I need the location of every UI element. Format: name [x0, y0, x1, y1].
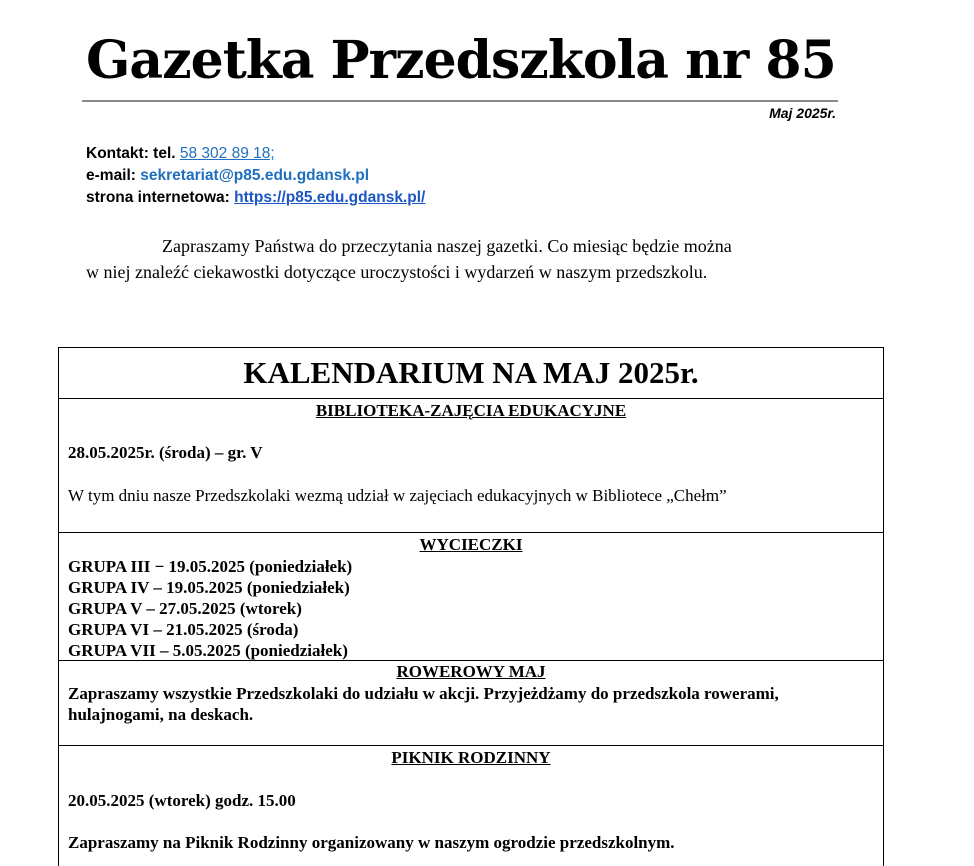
trip-item: GRUPA VI – 21.05.2025 (środa) [68, 620, 299, 639]
library-title: BIBLIOTEKA-ZAJĘCIA EDUKACYJNE [315, 401, 627, 420]
picnic-title: PIKNIK RODZINNY [391, 748, 551, 767]
trip-item: GRUPA IV – 19.05.2025 (poniedziałek) [68, 578, 350, 597]
phone-link[interactable]: 58 302 89 18; [179, 145, 275, 162]
intro-paragraph [86, 233, 806, 285]
issue-date: Maj 2025r. [769, 105, 836, 121]
trip-item: GRUPA V – 27.05.2025 (wtorek) [68, 599, 302, 618]
bike-title: ROWEROWY MAJ [396, 662, 546, 681]
intro-line-1: Zapraszamy Państwa do przeczytania naszej gazetki. Co miesiąc będzie można [162, 236, 732, 256]
email-label: e-mail: [86, 167, 136, 184]
contact-phone-row [86, 143, 425, 165]
calendar-table [58, 347, 884, 866]
contact-block [86, 143, 425, 209]
phone-label: Kontakt: tel. [86, 145, 176, 162]
contact-email-row [86, 165, 425, 187]
picnic-section [59, 746, 883, 866]
intro-line-2: w niej znaleźć ciekawostki dotyczące uroczystości i wydarzeń w naszym przedszkolu. [86, 262, 708, 282]
email-link[interactable]: sekretariat@p85.edu.gdansk.pl [140, 167, 370, 184]
trips-section [59, 533, 883, 661]
trip-item: GRUPA III − 19.05.2025 (poniedziałek) [68, 557, 353, 576]
calendar-title: KALENDARIUM NA MAJ 2025r. [59, 348, 883, 399]
library-date: 28.05.2025r. (środa) – gr. V [68, 443, 263, 462]
bike-text: Zapraszamy wszystkie Przedszkolaki do udziału w akcji. Przyjeżdżamy do przedszkola rowerami, hulajnogami, na deskach. [68, 684, 779, 724]
picnic-date: 20.05.2025 (wtorek) godz. 15.00 [68, 791, 296, 810]
newsletter-title: Gazetka Przedszkola nr 85 [86, 30, 836, 91]
contact-website-row [86, 187, 425, 209]
website-label: strona internetowa: [86, 189, 230, 206]
trip-item: GRUPA VII – 5.05.2025 (poniedziałek) [68, 641, 348, 660]
trips-title: WYCIECZKI [419, 535, 523, 554]
website-link[interactable]: https://p85.edu.gdansk.pl/ [234, 189, 426, 206]
library-section [59, 399, 883, 533]
bike-section [59, 661, 883, 746]
title-divider [82, 100, 838, 102]
library-description: W tym dniu nasze Przedszkolaki wezmą udział w zajęciach edukacyjnych w Bibliotece „Chełm” [68, 486, 727, 505]
picnic-text: Zapraszamy na Piknik Rodzinny organizowany w naszym ogrodzie przedszkolnym. [68, 833, 675, 852]
